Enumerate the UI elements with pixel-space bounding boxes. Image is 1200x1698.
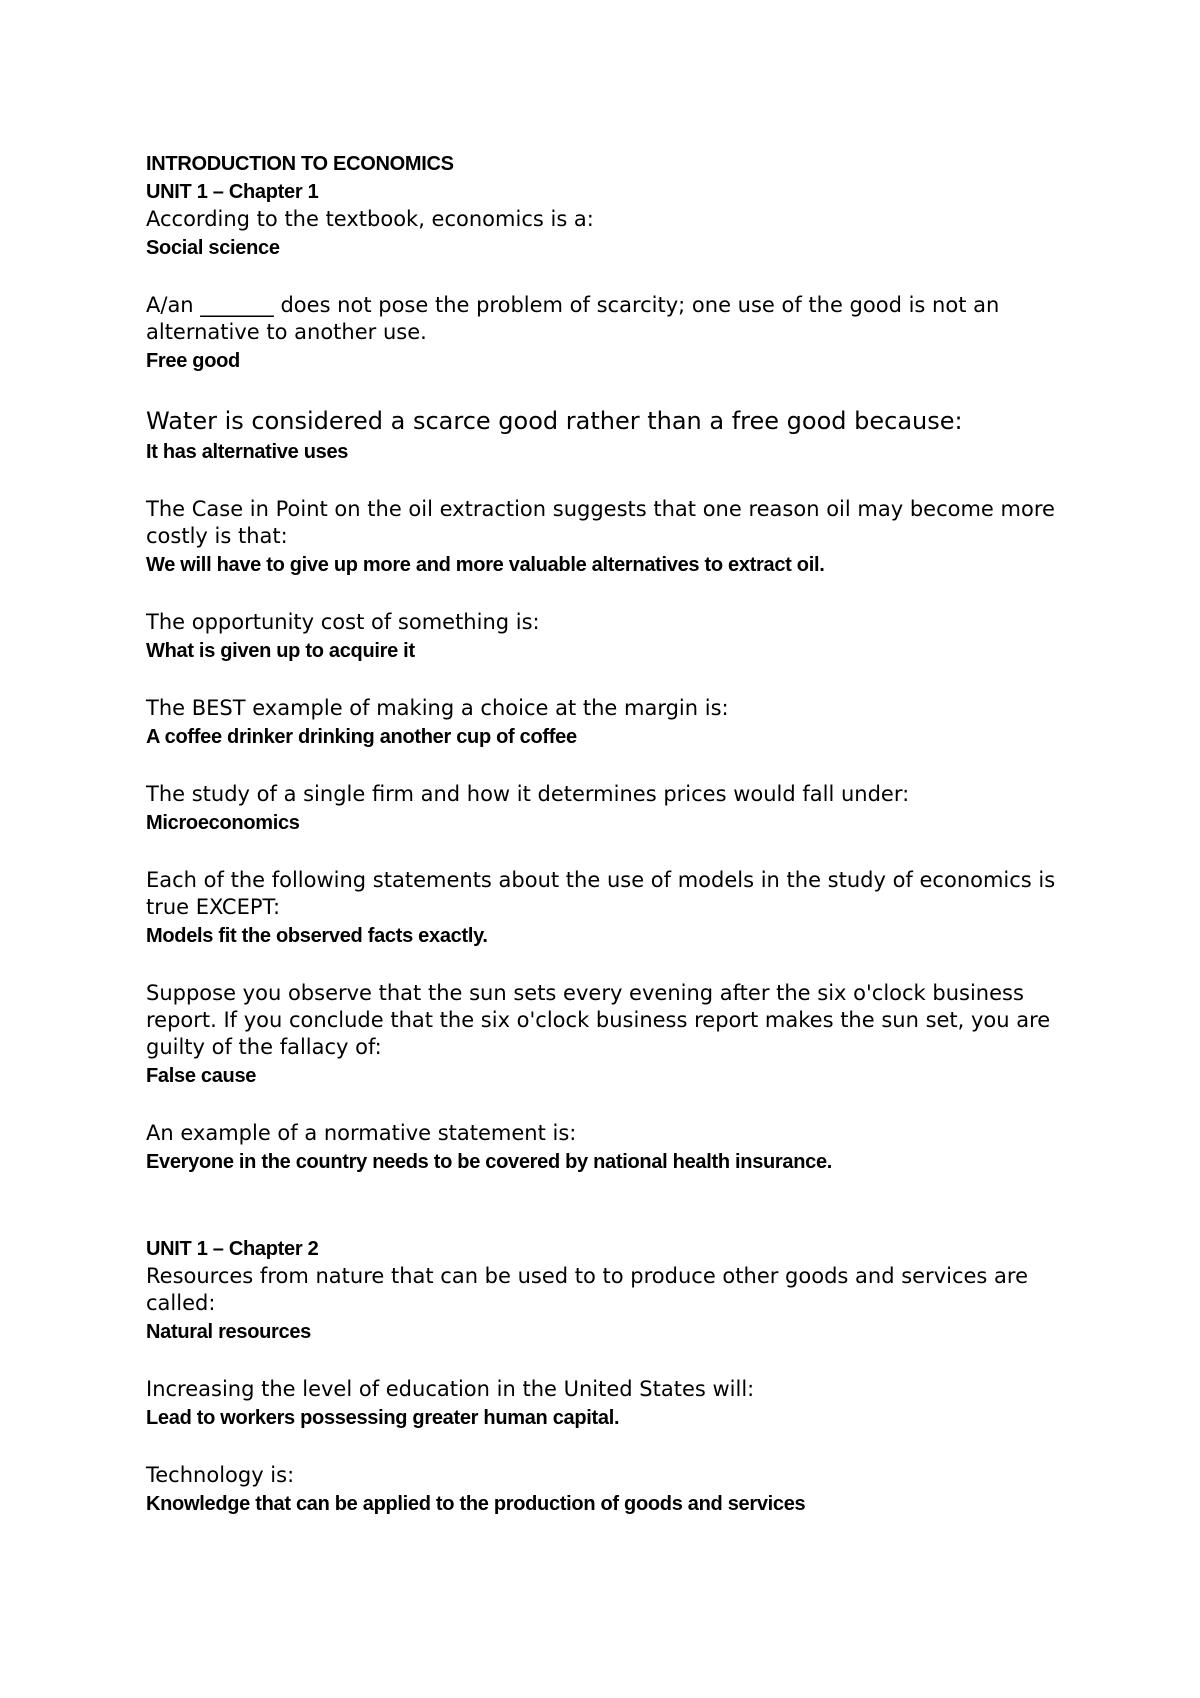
qa-item <box>146 405 1086 467</box>
question-text: An example of a normative statement is: <box>146 1121 577 1145</box>
answer-text: What is given up to acquire it <box>146 640 415 662</box>
answer-text: Social science <box>146 237 280 259</box>
qa-item <box>146 695 1086 752</box>
question-text: The study of a single firm and how it determines prices would fall under: <box>146 782 910 806</box>
answer-text: False cause <box>146 1065 257 1087</box>
answer-text: Knowledge that can be applied to the production of goods and services <box>146 1493 806 1515</box>
document-title: INTRODUCTION TO ECONOMICS <box>146 153 454 175</box>
answer-text: We will have to give up more and more valuable alternatives to extract oil. <box>146 554 825 576</box>
section-heading: UNIT 1 – Chapter 2 <box>146 1238 319 1260</box>
qa-item <box>146 1263 1086 1347</box>
question-text: The BEST example of making a choice at the margin is: <box>146 696 729 720</box>
qa-item <box>146 980 1086 1091</box>
question-text: A/an _______ does not pose the problem of scarcity; one use of the good is not an alternative to another use. <box>146 293 1000 344</box>
section-unit1-chapter2 <box>146 1235 1086 1519</box>
question-text: Technology is: <box>146 1463 295 1487</box>
section-heading: UNIT 1 – Chapter 1 <box>146 181 319 203</box>
question-text: The Case in Point on the oil extraction suggests that one reason oil may become more costly is that: <box>146 497 1055 548</box>
question-text: The opportunity cost of something is: <box>146 610 540 634</box>
qa-item <box>146 867 1086 951</box>
qa-item <box>146 292 1086 376</box>
answer-text: Natural resources <box>146 1321 311 1343</box>
qa-item <box>146 781 1086 838</box>
question-text: Increasing the level of education in the United States will: <box>146 1377 755 1401</box>
question-text: Suppose you observe that the sun sets every evening after the six o'clock business report. If you conclude that the six o'clock business report makes the sun set, you are guilty of the fallacy of: <box>146 981 1051 1059</box>
qa-item <box>146 1120 1086 1177</box>
question-text: Resources from nature that can be used to to produce other goods and services are called: <box>146 1264 1028 1315</box>
question-text: According to the textbook, economics is a: <box>146 207 594 231</box>
qa-item <box>146 1462 1086 1519</box>
answer-text: Lead to workers possessing greater human capital. <box>146 1407 620 1429</box>
question-text: Each of the following statements about the use of models in the study of economics is true EXCEPT: <box>146 868 1056 919</box>
answer-text: Microeconomics <box>146 812 300 834</box>
question-text: Water is considered a scarce good rather than a free good because: <box>146 407 963 435</box>
document-body <box>146 150 1086 1519</box>
section-spacer <box>146 1177 1086 1235</box>
answer-text: A coffee drinker drinking another cup of coffee <box>146 726 577 748</box>
qa-item <box>146 1376 1086 1433</box>
answer-text: Everyone in the country needs to be covered by national health insurance. <box>146 1151 833 1173</box>
qa-item <box>146 609 1086 666</box>
qa-item <box>146 496 1086 580</box>
answer-text: Models fit the observed facts exactly. <box>146 925 488 947</box>
section-unit1-chapter1 <box>146 178 1086 1177</box>
qa-item <box>146 206 1086 263</box>
answer-text: It has alternative uses <box>146 441 349 463</box>
answer-text: Free good <box>146 350 240 372</box>
